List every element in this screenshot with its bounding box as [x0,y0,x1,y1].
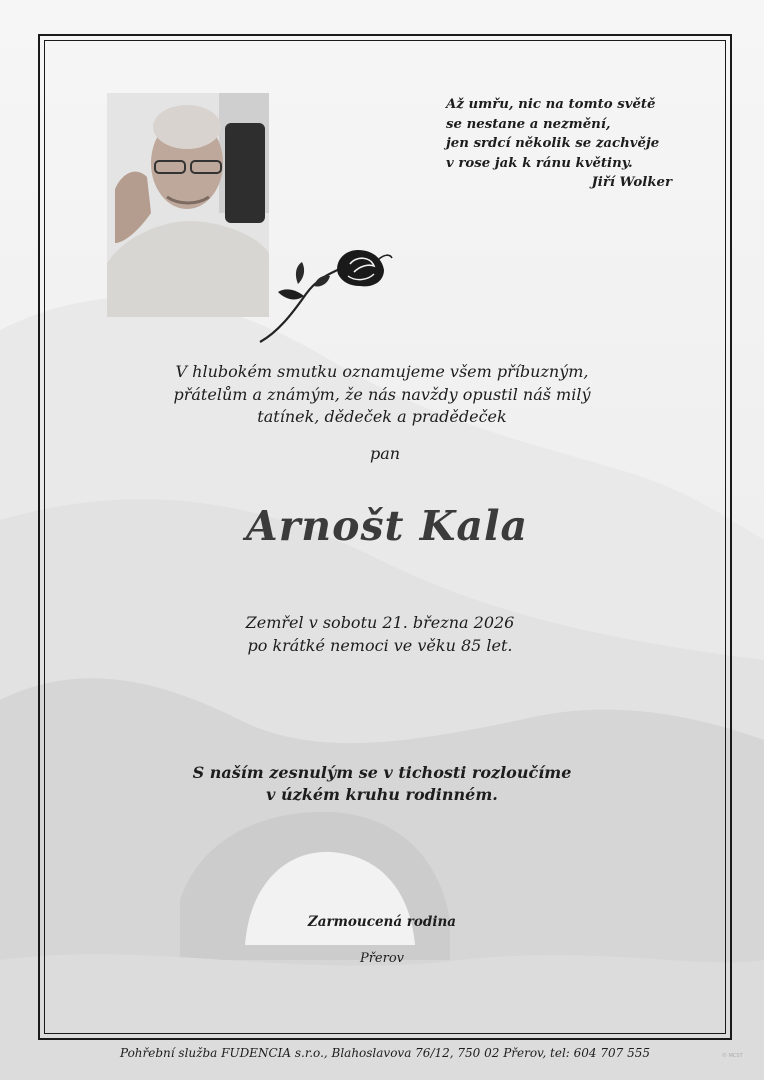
quote-line: v rose jak k ránu květiny. [446,155,633,171]
honorific: pan [369,444,401,463]
farewell-line: v úzkém kruhu rodinném. [266,784,498,804]
deceased-name: Arnošt Kala [245,502,529,550]
quote-author: Jiří Wolker [591,175,672,190]
death-info-line: Zemřel v sobotu 21. března 2026 [245,613,515,632]
death-info-line: po krátké nemoci ve věku 85 let. [247,635,513,655]
watermark: © MCST [722,1053,743,1059]
city: Přerov [359,951,405,966]
announcement-line: V hlubokém smutku oznamujeme všem příbuzným, [175,362,589,381]
funeral-service-footer: Pohřební služba FUDENCIA s.r.o., Blahoslavova 76/12, 750 02 Přerov, tel: 604 707 555 [119,1046,651,1060]
farewell-line: S naším zesnulým se v tichosti rozloučíme [192,763,572,782]
family-signature: Zarmoucená rodina [307,914,457,930]
announcement-text [100,361,664,429]
quote-line: jen srdcí několik se zachvěje [446,136,660,151]
announcement-line: tatínek, dědeček a pradědeček [257,407,507,426]
portrait-photo [107,93,269,317]
poem-quote [446,95,706,193]
announcement-line: přátelům a známým, že nás navždy opustil náš milý [173,384,591,404]
quote-line: se nestane a nezmění, [446,116,611,132]
quote-line: Až umřu, nic na tomto světě [446,97,656,112]
farewell-notice [120,762,644,805]
death-info [160,612,600,657]
rose-icon [258,244,398,344]
